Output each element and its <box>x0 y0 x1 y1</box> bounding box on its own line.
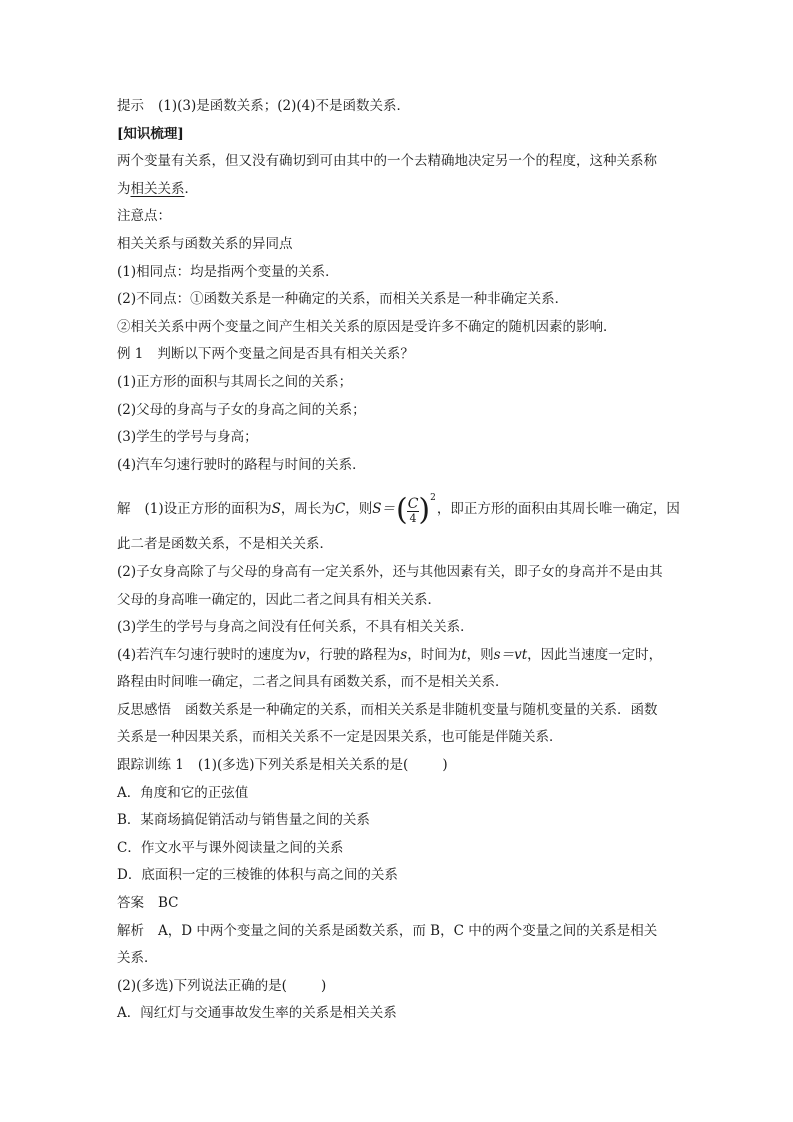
training-label: 跟踪训练 1 <box>117 757 184 774</box>
answer-label: 答案 <box>117 895 144 912</box>
notes-diff-2-text: ②相关关系中两个变量之间产生相关关系的原因是受许多不确定的随机因素的影响． <box>117 318 617 335</box>
solution-text: (3)学生的学号与身高之间没有任何关系，不具有相关关系． <box>117 619 474 636</box>
notes-diff-1 <box>117 286 682 314</box>
solution-line-4 <box>117 587 682 615</box>
solution-text: (4)若汽车匀速行驶时的速度为 <box>117 646 299 663</box>
example-item-text: (1)正方形的面积与其周长之间的关系； <box>117 373 353 390</box>
answer-value: BC <box>158 895 179 912</box>
option-a <box>117 780 682 808</box>
example-label: 例 1 <box>117 346 144 363</box>
training-question-1 <box>117 752 682 780</box>
solution-label: 解 <box>117 501 131 518</box>
example-question <box>117 341 682 369</box>
notes-diff-1-text: (2)不同点：①函数关系是一种确定的关系，而相关关系是一种非确定关系． <box>117 291 569 308</box>
analysis-line-2 <box>117 945 682 973</box>
option-b <box>117 807 682 835</box>
solution-text: ，行驶的路程为 <box>305 646 401 663</box>
notes-same-text: (1)相同点：均是指两个变量的关系． <box>117 263 339 280</box>
solution-text: (2)子女身高除了与父母的身高有一定关系外，还与其他因素有关，即子女的身高并不是由其 <box>117 563 663 580</box>
knowledge-text-2-post: ． <box>184 180 198 197</box>
notes-diff-2 <box>117 314 682 342</box>
solution-line-3 <box>117 559 682 587</box>
reflection-text: 关系是一种因果关系，而相关关系不一定是因果关系，也可能是伴随关系． <box>117 729 563 746</box>
reflection-label: 反思感悟 <box>117 701 171 718</box>
knowledge-line-2 <box>117 176 682 204</box>
option-text: B．某商场搞促销活动与销售量之间的关系 <box>117 812 370 829</box>
answer-line <box>117 890 682 918</box>
left-paren-icon: ( <box>395 492 408 528</box>
notes-heading-text: 注意点： <box>117 208 171 225</box>
solution-text: 父母的身高唯一确定的，因此二者之间具有相关关系． <box>117 591 441 608</box>
var-s-lower: s <box>400 646 408 663</box>
example-item-text: (4)汽车匀速行驶时的路程与时间的关系． <box>117 456 366 473</box>
solution-line-7 <box>117 669 682 697</box>
solution-line-1 <box>117 487 682 531</box>
knowledge-text-2-pre: 为 <box>117 180 131 197</box>
option-text: C．作文水平与课外阅读量之间的关系 <box>117 839 344 856</box>
training-question-text: (2)(多选)下列说法正确的是( <box>117 977 287 994</box>
formula-s-equals: S＝ <box>372 501 395 518</box>
analysis-text: A，D 中两个变量之间的关系是函数关系，而 B，C 中的两个变量之间的关系是相关 <box>158 922 658 939</box>
training-question-text: (1)(多选)下列关系是相关关系的是( <box>197 757 409 774</box>
fraction-denominator: 4 <box>409 512 417 526</box>
hint-label: 提示 <box>117 98 144 114</box>
knowledge-line-1 <box>117 148 682 176</box>
knowledge-heading <box>117 121 682 149</box>
solution-line-5 <box>117 614 682 642</box>
fraction-c-over-4-squared <box>396 494 436 526</box>
solution-text: (1)设正方形的面积为 <box>144 501 272 518</box>
analysis-line-1 <box>117 918 682 946</box>
training-question-close: ) <box>442 757 448 774</box>
right-paren-icon: ) <box>418 492 431 528</box>
var-c: C <box>334 501 346 518</box>
notes-heading <box>117 203 682 231</box>
knowledge-text-1: 两个变量有关系，但又没有确切到可由其中的一个去精确地决定另一个的程度，这种关系称 <box>117 153 657 170</box>
reflection-line-1 <box>117 697 682 725</box>
solution-text: ，因此当速度一定时， <box>527 646 663 663</box>
q2-option-a <box>117 1000 682 1028</box>
reflection-line-2 <box>117 724 682 752</box>
hint-text: (1)(3)是函数关系；(2)(4)不是函数关系． <box>158 98 410 114</box>
solution-text: 此二者是函数关系，不是相关关系． <box>117 536 333 553</box>
solution-text: ，则 <box>345 501 373 518</box>
solution-text: ，则 <box>466 646 494 663</box>
formula-s-equals-vt: s＝vt <box>493 646 528 663</box>
notes-subheading-text: 相关关系与函数关系的异同点 <box>117 235 293 252</box>
option-c <box>117 835 682 863</box>
example-item-text: (3)学生的学号与身高； <box>117 429 258 446</box>
analysis-text: 关系． <box>117 950 158 967</box>
solution-text: ，时间为 <box>407 646 462 663</box>
analysis-label: 解析 <box>117 922 144 939</box>
fraction-numerator: C <box>407 496 419 513</box>
fraction-exponent: 2 <box>430 493 436 504</box>
var-s: S <box>271 501 281 518</box>
option-text: A．闯红灯与交通事故发生率的关系是相关关系 <box>117 1005 397 1022</box>
var-t: t <box>461 646 467 663</box>
document-body <box>117 93 682 1028</box>
example-item-text: (2)父母的身高与子女的身高之间的关系； <box>117 401 366 418</box>
solution-line-6 <box>117 642 682 670</box>
example-item-2 <box>117 397 682 425</box>
option-text: A．角度和它的正弦值 <box>117 784 249 801</box>
notes-same <box>117 259 682 287</box>
example-question-text: 判断以下两个变量之间是否具有相关关系？ <box>157 346 414 363</box>
solution-text: ，周长为 <box>280 501 335 518</box>
notes-subheading <box>117 231 682 259</box>
example-item-3 <box>117 424 682 452</box>
option-text: D．底面积一定的三棱锥的体积与高之间的关系 <box>117 867 398 884</box>
solution-text: ，即正方形的面积由其周长唯一确定，因 <box>436 501 680 518</box>
hint-line <box>117 93 682 121</box>
example-item-1 <box>117 369 682 397</box>
option-d <box>117 862 682 890</box>
knowledge-heading-text: [知识梳理] <box>117 125 184 142</box>
example-item-4 <box>117 452 682 480</box>
training-question-close: ) <box>320 977 327 994</box>
correlation-term: 相关关系 <box>130 180 185 197</box>
reflection-text: 函数关系是一种确定的关系，而相关关系是非随机变量与随机变量的关系．函数 <box>185 701 658 718</box>
solution-text: 路程由时间唯一确定，二者之间具有函数关系，而不是相关关系． <box>117 674 509 691</box>
training-question-2 <box>117 973 682 1001</box>
solution-line-2 <box>117 531 682 559</box>
var-v: v <box>298 646 306 663</box>
